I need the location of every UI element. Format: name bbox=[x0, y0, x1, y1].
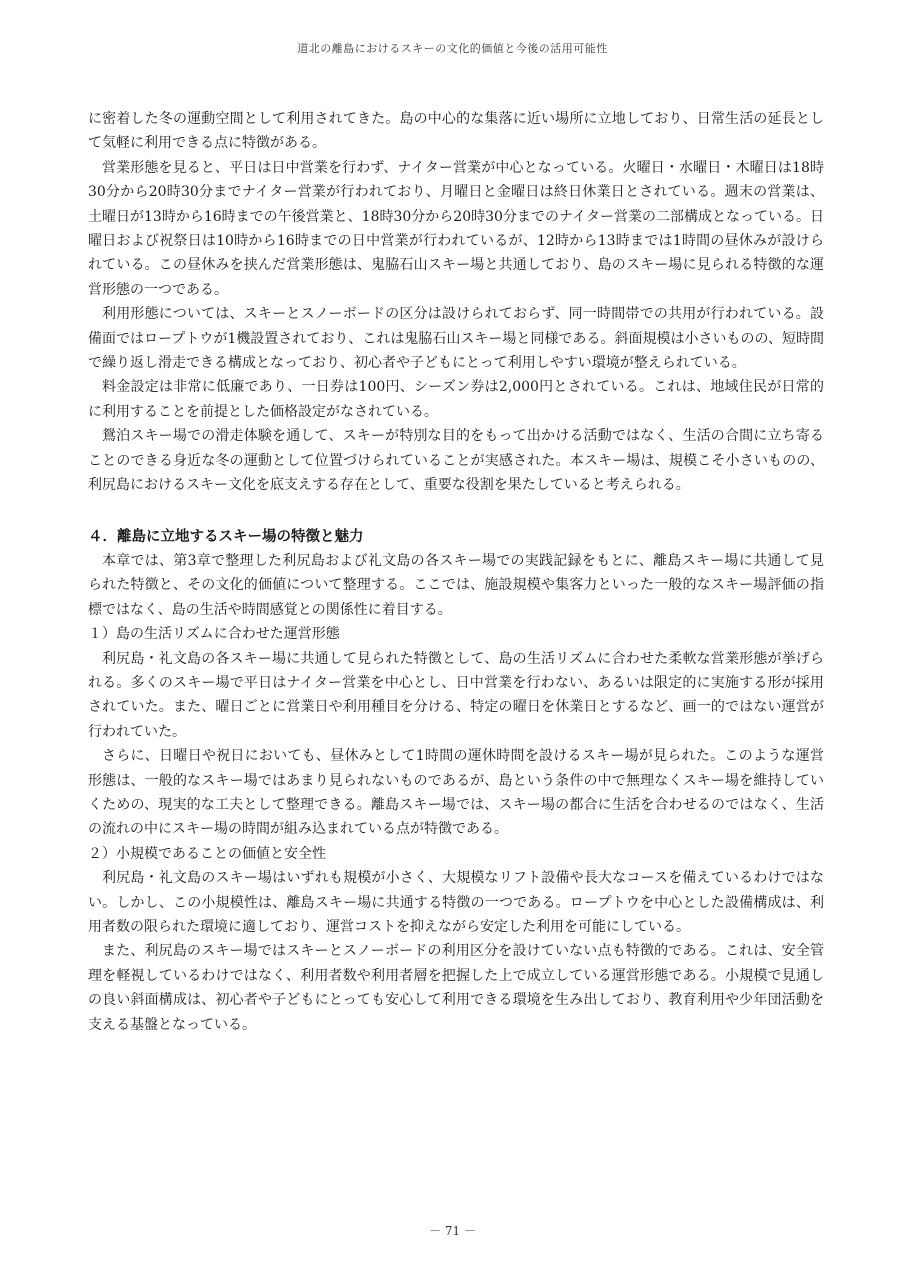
paragraph: また、利尻島のスキー場ではスキーとスノーボードの利用区分を設けていない点も特徴的である。これは、安全管理を軽視しているわけではなく、利用者数や利用者層を把握した上で成立している運営形態である。小規模で見通しの良い斜面構成は、初心者や子どもにとっても安心して利用できる環境を生み出しており、教育利用や少年団活動を支える基盤となっている。 bbox=[88, 943, 824, 1033]
running-header: 道北の離島におけるスキーの文化的価値と今後の活用可能性 bbox=[297, 42, 608, 55]
section-heading: ４．離島に立地するスキー場の特徴と魅力 bbox=[88, 528, 364, 545]
paragraph: 営業形態を見ると、平日は日中営業を行わず、ナイター営業が中心となっている。火曜日・水曜日・木曜日は18時30分から20時30分までナイター営業が行われており、月曜日と金曜日は終日休業日とされている。週末の営業は、土曜日が13時から16時までの午後営業と、18時30分から20時30分までのナイター営業の二部構成となっている。日曜日および祝祭日は10時から16時までの日中営業が行われているが、12時から13時までは1時間の昼休みが設けられている。この昼休みを挟んだ営業形態は、鬼脇石山スキー場と共通しており、島のスキー場に見られる特徴的な運営形態の一つである。 bbox=[88, 159, 824, 298]
paragraph: 利用形態については、スキーとスノーボードの区分は設けられておらず、同一時間帯での共用が行われている。設備面ではロープトウが1機設置されており、これは鬼脇石山スキー場と同様である。斜面規模は小さいものの、短時間で繰り返し滑走できる構成となっており、初心者や子どもにとって利用しやすい環境が整えられている。 bbox=[88, 306, 824, 372]
paragraph: 利尻島・礼文島の各スキー場に共通して見られた特徴として、島の生活リズムに合わせた柔軟な営業形態が挙げられる。多くのスキー場で平日はナイター営業を中心とし、日中営業を行わない、あるいは限定的に実施する形が採用されていた。また、曜日ごとに営業日や利用種目を分ける、特定の曜日を休業日とするなど、画一的ではない運営が行われていた。 bbox=[88, 650, 824, 740]
subsection-heading: ２）小規模であることの価値と安全性 bbox=[88, 845, 326, 862]
body-text bbox=[88, 107, 824, 1037]
page-number: － 71 － bbox=[429, 1224, 476, 1238]
paragraph: 鴛泊スキー場での滑走体験を通して、スキーが特別な目的をもって出かける活動ではなく、生活の合間に立ち寄ることのできる身近な冬の運動として位置づけられていることが実感された。本スキー場は、規模こそ小さいものの、利尻島におけるスキー文化を底支えする存在として、重要な役割を果たしていると考えられる。 bbox=[88, 428, 824, 494]
paragraph: さらに、日曜日や祝日においても、昼休みとして1時間の運休時間を設けるスキー場が見られた。このような運営形態は、一般的なスキー場ではあまり見られないものであるが、島という条件の中で無理なくスキー場を維持していくための、現実的な工夫として整理できる。離島スキー場では、スキー場の都合に生活を合わせるのではなく、生活の流れの中にスキー場の時間が組み込まれている点が特徴である。 bbox=[88, 748, 824, 838]
paragraph: 利尻島・礼文島のスキー場はいずれも規模が小さく、大規模なリフト設備や長大なコースを備えているわけではない。しかし、この小規模性は、離島スキー場に共通する特徴の一つである。ロープトウを中心とした設備構成は、利用者数の限られた環境に適しており、運営コストを抑えながら安定した利用を可能にしている。 bbox=[88, 870, 824, 935]
paragraph: に密着した冬の運動空間として利用されてきた。島の中心的な集落に近い場所に立地しており、日常生活の延長として気軽に利用できる点に特徴がある。 bbox=[88, 111, 824, 152]
subsection-heading: １）島の生活リズムに合わせた運営形態 bbox=[88, 626, 340, 643]
paragraph: 料金設定は非常に低廉であり、一日券は100円、シーズン券は2,000円とされている。これは、地域住民が日常的に利用することを前提とした価格設定がなされている。 bbox=[88, 379, 824, 420]
paragraph: 本章では、第3章で整理した利尻島および礼文島の各スキー場での実践記録をもとに、離島スキー場に共通して見られた特徴と、その文化的価値について整理する。ここでは、施設規模や集客力といった一般的なスキー場評価の指標ではなく、島の生活や時間感覚との関係性に着目する。 bbox=[88, 552, 824, 618]
